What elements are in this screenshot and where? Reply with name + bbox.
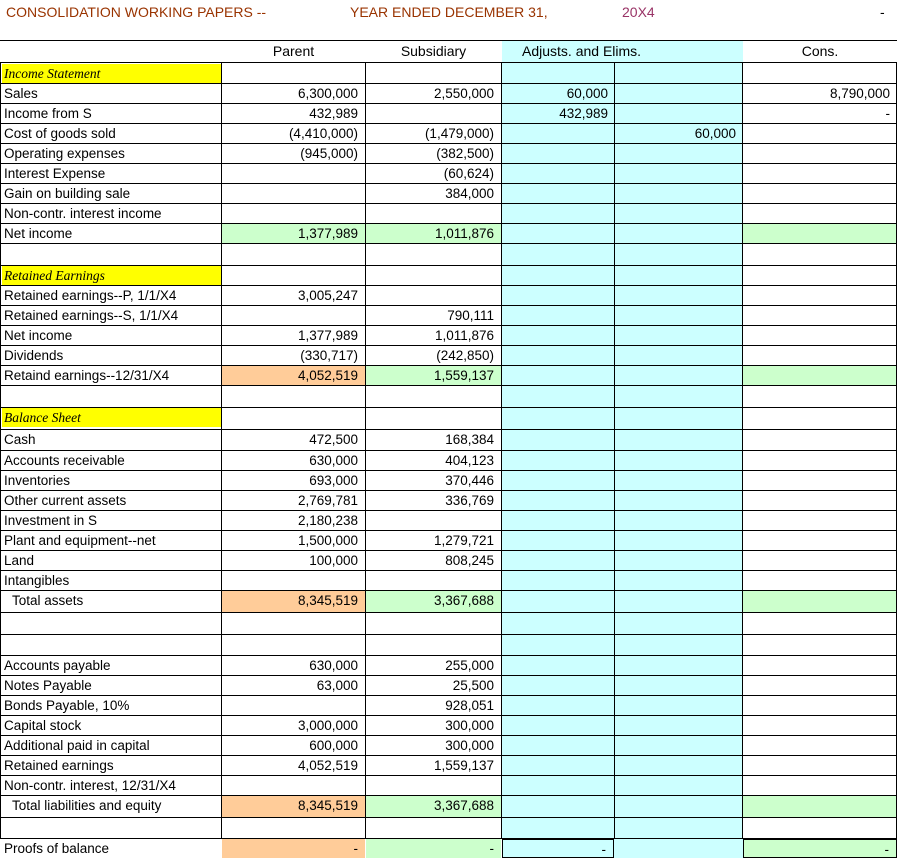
cell-subsidiary[interactable]: 1,011,876	[434, 328, 494, 343]
cell-adjustments-debit[interactable]	[502, 386, 615, 407]
cell-consolidated[interactable]	[743, 818, 897, 838]
row-label[interactable]: Cash	[4, 432, 36, 447]
year-label: YEAR ENDED DECEMBER 31,	[350, 4, 548, 20]
cell-adjustments-credit[interactable]	[615, 531, 743, 550]
cell-consolidated[interactable]	[743, 244, 897, 265]
row-label[interactable]: Plant and equipment--net	[4, 533, 156, 548]
cell-subsidiary[interactable]	[366, 571, 501, 590]
cell-adjustments-credit[interactable]	[615, 64, 743, 83]
row-label[interactable]: Land	[4, 553, 35, 568]
cell-adjustments-debit[interactable]	[502, 204, 615, 223]
row-label[interactable]: Retained earnings--S, 1/1/X4	[4, 308, 179, 323]
cell-parent[interactable]: (330,717)	[300, 348, 358, 363]
cell-consolidated[interactable]	[743, 656, 897, 675]
row-label[interactable]	[4, 244, 221, 263]
row-label[interactable]: Other current assets	[4, 493, 127, 508]
cell-adjustments-debit[interactable]	[502, 511, 615, 530]
cell-adjustments-credit[interactable]	[615, 224, 743, 243]
cell-adjustments-debit[interactable]	[502, 491, 615, 510]
cell-subsidiary[interactable]: 300,000	[445, 738, 494, 753]
cell-consolidated[interactable]	[743, 471, 897, 490]
cell-parent[interactable]: 8,345,519	[222, 796, 365, 817]
cell-adjustments-credit[interactable]	[615, 839, 743, 858]
cell-subsidiary[interactable]	[366, 818, 501, 838]
cell-adjustments-credit[interactable]	[615, 696, 743, 715]
cell-parent[interactable]: 630,000	[309, 658, 358, 673]
cell-adjustments-credit[interactable]	[615, 635, 743, 655]
row-label[interactable]: Net income	[4, 226, 73, 241]
cell-adjustments-credit[interactable]	[615, 408, 743, 429]
cell-parent[interactable]: 6,300,000	[297, 86, 358, 101]
row-label[interactable]: Interest Expense	[4, 166, 106, 181]
row-label[interactable]: Retained earnings	[4, 758, 114, 773]
cell-consolidated[interactable]	[743, 408, 897, 429]
cell-parent[interactable]: 2,769,781	[297, 493, 358, 508]
cell-consolidated[interactable]	[743, 144, 897, 163]
cell-adjustments-credit[interactable]	[615, 164, 743, 183]
cell-adjustments-credit[interactable]	[615, 366, 743, 385]
cell-consolidated[interactable]	[743, 776, 897, 795]
column-header-consolidated: Cons.	[801, 43, 839, 59]
cell-consolidated[interactable]	[743, 451, 897, 470]
cell-parent[interactable]: 4,052,519	[297, 758, 358, 773]
section-title[interactable]: Balance Sheet	[2, 408, 221, 427]
cell-adjustments-debit[interactable]: 60,000	[566, 86, 608, 101]
cell-consolidated[interactable]: -	[743, 839, 897, 858]
column-header-parent: Parent	[272, 43, 315, 59]
cell-adjustments-debit[interactable]	[502, 451, 615, 470]
cell-parent[interactable]: 2,180,238	[297, 513, 358, 528]
cell-subsidiary[interactable]	[366, 386, 501, 407]
row-label[interactable]: Proofs of balance	[4, 841, 110, 856]
cell-consolidated[interactable]	[743, 591, 897, 612]
cell-subsidiary[interactable]: (382,500)	[436, 146, 494, 161]
cell-adjustments-debit[interactable]	[502, 266, 615, 285]
row-label[interactable]: Additional paid in capital	[4, 738, 150, 753]
cell-adjustments-credit[interactable]	[615, 306, 743, 325]
cell-subsidiary[interactable]: 790,111	[447, 308, 494, 323]
cell-adjustments-debit[interactable]	[502, 224, 615, 243]
cell-parent[interactable]	[222, 244, 365, 265]
column-header-adjustments: Adjusts. and Elims.	[522, 43, 642, 59]
cell-subsidiary[interactable]: 928,051	[445, 698, 494, 713]
section-title[interactable]: Retained Earnings	[2, 266, 221, 285]
cell-adjustments-credit[interactable]	[615, 386, 743, 407]
cell-adjustments-credit[interactable]	[615, 756, 743, 775]
cell-parent[interactable]	[222, 408, 365, 429]
cell-adjustments-credit[interactable]	[615, 736, 743, 755]
row-label[interactable]: Cost of goods sold	[4, 126, 116, 141]
cell-consolidated[interactable]: 8,790,000	[829, 86, 890, 101]
cell-adjustments-credit[interactable]	[615, 430, 743, 450]
cell-adjustments-credit[interactable]	[615, 346, 743, 365]
cell-consolidated[interactable]	[743, 613, 897, 634]
row-label[interactable]: Investment in S	[4, 513, 98, 528]
cell-adjustments-debit[interactable]	[502, 551, 615, 570]
section-title[interactable]: Income Statement	[2, 64, 221, 83]
cell-parent[interactable]: (4,410,000)	[288, 126, 358, 141]
cell-subsidiary[interactable]	[366, 244, 501, 265]
cell-adjustments-debit[interactable]	[502, 635, 615, 655]
cell-consolidated[interactable]	[743, 346, 897, 365]
row-label[interactable]	[4, 386, 221, 405]
cell-consolidated[interactable]	[743, 716, 897, 735]
cell-consolidated[interactable]	[743, 224, 897, 243]
cell-parent[interactable]	[222, 571, 365, 590]
cell-adjustments-debit[interactable]	[502, 716, 615, 735]
row-label[interactable]: Retaind earnings--12/31/X4	[4, 368, 170, 383]
header-rule	[0, 40, 897, 41]
cell-adjustments-debit[interactable]	[502, 346, 615, 365]
cell-subsidiary[interactable]: 384,000	[445, 186, 494, 201]
row-label[interactable]	[4, 818, 221, 837]
cell-adjustments-debit[interactable]	[502, 326, 615, 345]
row-label[interactable]: Total assets	[12, 593, 84, 608]
cell-consolidated[interactable]	[743, 511, 897, 530]
cell-adjustments-debit[interactable]	[502, 756, 615, 775]
cell-adjustments-credit[interactable]	[615, 591, 743, 612]
cell-adjustments-debit[interactable]	[502, 286, 615, 305]
cell-consolidated[interactable]	[743, 756, 897, 775]
cell-adjustments-debit[interactable]	[502, 818, 615, 838]
cell-parent[interactable]: -	[222, 839, 365, 858]
row-label[interactable]	[4, 613, 221, 632]
cell-subsidiary[interactable]: -	[366, 839, 501, 858]
cell-subsidiary[interactable]: 25,500	[452, 678, 494, 693]
cell-adjustments-debit[interactable]	[502, 776, 615, 795]
cell-parent[interactable]: 8,345,519	[222, 591, 365, 612]
cell-consolidated[interactable]	[743, 306, 897, 325]
cell-parent[interactable]: 693,000	[309, 473, 358, 488]
cell-adjustments-credit[interactable]	[615, 204, 743, 223]
cell-subsidiary[interactable]	[366, 204, 501, 223]
cell-adjustments-debit[interactable]	[502, 736, 615, 755]
cell-parent[interactable]	[222, 266, 365, 285]
cell-subsidiary[interactable]	[366, 64, 501, 83]
row-label[interactable]: Retained earnings--P, 1/1/X4	[4, 288, 177, 303]
cell-subsidiary[interactable]	[366, 635, 501, 655]
row-label[interactable]: Sales	[4, 86, 38, 101]
row-label[interactable]: Capital stock	[4, 718, 82, 733]
row-label[interactable]: Non-contr. interest income	[4, 206, 162, 221]
cell-consolidated[interactable]	[743, 366, 897, 385]
cell-consolidated[interactable]: -	[885, 106, 890, 121]
cell-adjustments-credit[interactable]	[615, 511, 743, 530]
worksheet-title: CONSOLIDATION WORKING PAPERS --	[6, 4, 267, 20]
cell-consolidated[interactable]	[743, 571, 897, 590]
cell-consolidated[interactable]	[743, 286, 897, 305]
column-rule	[501, 63, 502, 838]
cell-parent[interactable]: 3,000,000	[297, 718, 358, 733]
cell-parent[interactable]	[222, 386, 365, 407]
cell-consolidated[interactable]	[743, 124, 897, 143]
cell-subsidiary[interactable]: 1,011,876	[366, 224, 501, 243]
cell-adjustments-credit[interactable]	[615, 776, 743, 795]
cell-subsidiary[interactable]: 1,559,137	[366, 366, 501, 385]
cell-adjustments-credit[interactable]	[615, 326, 743, 345]
row-label[interactable]: Net income	[4, 328, 73, 343]
cell-parent[interactable]: 4,052,519	[222, 366, 365, 385]
cell-subsidiary[interactable]: 1,279,721	[433, 533, 494, 548]
cell-subsidiary[interactable]	[366, 511, 501, 530]
cell-adjustments-credit[interactable]	[615, 451, 743, 470]
cell-consolidated[interactable]	[743, 204, 897, 223]
cell-parent[interactable]: 1,377,989	[297, 328, 358, 343]
cell-adjustments-debit[interactable]	[502, 408, 615, 429]
column-header-subsidiary: Subsidiary	[400, 43, 467, 59]
cell-adjustments-debit[interactable]	[502, 366, 615, 385]
cell-adjustments-debit[interactable]	[502, 676, 615, 695]
row-label[interactable]: Accounts payable	[4, 658, 111, 673]
cell-subsidiary[interactable]	[366, 408, 501, 429]
cell-parent[interactable]: (945,000)	[300, 146, 358, 161]
cell-adjustments-credit[interactable]: 60,000	[694, 126, 736, 141]
cell-adjustments-credit[interactable]	[615, 656, 743, 675]
cell-adjustments-credit[interactable]	[615, 571, 743, 590]
corner-dash: -	[880, 4, 885, 20]
row-label[interactable]: Operating expenses	[4, 146, 125, 161]
cell-adjustments-debit[interactable]	[502, 471, 615, 490]
cell-subsidiary[interactable]	[366, 776, 501, 795]
row-label[interactable]	[4, 635, 221, 654]
cell-consolidated[interactable]	[743, 430, 897, 450]
cell-consolidated[interactable]	[743, 184, 897, 203]
cell-subsidiary[interactable]: (242,850)	[436, 348, 494, 363]
cell-parent[interactable]: 100,000	[309, 553, 358, 568]
cell-consolidated[interactable]	[743, 326, 897, 345]
cell-parent[interactable]: 63,000	[316, 678, 358, 693]
cell-adjustments-debit[interactable]	[502, 306, 615, 325]
cell-subsidiary[interactable]: 3,367,688	[366, 796, 501, 817]
cell-adjustments-debit[interactable]	[502, 531, 615, 550]
cell-adjustments-debit[interactable]	[502, 124, 615, 143]
cell-adjustments-credit[interactable]	[615, 244, 743, 265]
cell-adjustments-credit[interactable]	[615, 613, 743, 634]
cell-adjustments-credit[interactable]	[615, 716, 743, 735]
row-label[interactable]: Dividends	[4, 348, 64, 363]
cell-adjustments-debit[interactable]: -	[502, 839, 614, 858]
cell-parent[interactable]	[222, 818, 365, 838]
cell-consolidated[interactable]	[743, 676, 897, 695]
row-label[interactable]: Bonds Payable, 10%	[4, 698, 130, 713]
column-rule	[365, 63, 366, 838]
cell-adjustments-credit[interactable]	[615, 491, 743, 510]
cell-adjustments-credit[interactable]	[615, 551, 743, 570]
cell-adjustments-debit[interactable]	[502, 591, 615, 612]
row-label[interactable]: Total liabilities and equity	[12, 798, 162, 813]
cell-adjustments-debit[interactable]	[502, 244, 615, 265]
cell-subsidiary[interactable]	[366, 104, 501, 123]
cell-parent[interactable]: 432,989	[309, 106, 358, 121]
cell-parent[interactable]	[222, 635, 365, 655]
cell-parent[interactable]: 600,000	[309, 738, 358, 753]
cell-parent[interactable]	[222, 696, 365, 715]
cell-consolidated[interactable]	[743, 531, 897, 550]
cell-parent[interactable]: 1,500,000	[297, 533, 358, 548]
cell-adjustments-credit[interactable]	[615, 266, 743, 285]
cell-subsidiary[interactable]: 336,769	[445, 493, 494, 508]
cell-consolidated[interactable]	[743, 635, 897, 655]
cell-parent[interactable]: 3,005,247	[297, 288, 358, 303]
cell-adjustments-credit[interactable]	[615, 676, 743, 695]
cell-adjustments-debit[interactable]	[502, 696, 615, 715]
cell-adjustments-debit[interactable]	[502, 64, 615, 83]
cell-consolidated[interactable]	[743, 551, 897, 570]
row-label[interactable]: Intangibles	[4, 573, 70, 588]
cell-adjustments-debit[interactable]	[502, 796, 615, 817]
cell-adjustments-debit[interactable]: 432,989	[559, 106, 608, 121]
cell-consolidated[interactable]	[743, 491, 897, 510]
cell-subsidiary[interactable]	[366, 286, 501, 305]
cell-consolidated[interactable]	[743, 696, 897, 715]
cell-subsidiary[interactable]: 1,559,137	[433, 758, 494, 773]
cell-subsidiary[interactable]: 3,367,688	[366, 591, 501, 612]
cell-adjustments-credit[interactable]	[615, 471, 743, 490]
cell-adjustments-credit[interactable]	[615, 796, 743, 817]
cell-subsidiary[interactable]: 168,384	[445, 432, 494, 447]
cell-adjustments-credit[interactable]	[615, 818, 743, 838]
cell-adjustments-credit[interactable]	[615, 104, 743, 123]
cell-adjustments-credit[interactable]	[615, 84, 743, 103]
column-rule	[614, 63, 615, 838]
cell-consolidated[interactable]	[743, 386, 897, 407]
cell-subsidiary[interactable]	[366, 266, 501, 285]
cell-parent[interactable]	[222, 306, 365, 325]
cell-adjustments-credit[interactable]	[615, 144, 743, 163]
cell-parent[interactable]	[222, 164, 365, 183]
cell-subsidiary[interactable]: 808,245	[445, 553, 494, 568]
cell-parent[interactable]: 472,500	[309, 432, 358, 447]
cell-subsidiary[interactable]: (60,624)	[443, 166, 494, 181]
cell-parent[interactable]	[222, 204, 365, 223]
column-rule	[742, 63, 743, 838]
header-bottom-rule	[0, 62, 897, 63]
cell-subsidiary[interactable]: (1,479,000)	[424, 126, 494, 141]
cell-subsidiary[interactable]: 2,550,000	[433, 86, 494, 101]
cell-adjustments-debit[interactable]	[502, 571, 615, 590]
cell-parent[interactable]: 630,000	[309, 453, 358, 468]
cell-subsidiary[interactable]: 370,446	[445, 473, 494, 488]
cell-subsidiary[interactable]: 255,000	[445, 658, 494, 673]
cell-subsidiary[interactable]	[366, 613, 501, 634]
cell-consolidated[interactable]	[743, 266, 897, 285]
row-label[interactable]: Gain on building sale	[4, 186, 131, 201]
column-rule	[221, 63, 222, 838]
cell-parent[interactable]	[222, 184, 365, 203]
cell-adjustments-debit[interactable]	[502, 613, 615, 634]
row-label[interactable]: Inventories	[4, 473, 71, 488]
cell-adjustments-debit[interactable]	[502, 430, 615, 450]
row-label[interactable]: Non-contr. interest, 12/31/X4	[4, 778, 176, 793]
cell-parent[interactable]	[222, 776, 365, 795]
cell-consolidated[interactable]	[743, 164, 897, 183]
cell-subsidiary[interactable]: 404,123	[445, 453, 494, 468]
row-label[interactable]: Accounts receivable	[4, 453, 125, 468]
cell-adjustments-credit[interactable]	[615, 184, 743, 203]
cell-adjustments-credit[interactable]	[615, 286, 743, 305]
cell-adjustments-debit[interactable]	[502, 656, 615, 675]
cell-parent[interactable]	[222, 64, 365, 83]
left-rule	[0, 63, 1, 838]
period-label: 20X4	[622, 4, 655, 20]
cell-adjustments-debit[interactable]	[502, 144, 615, 163]
cell-adjustments-debit[interactable]	[502, 164, 615, 183]
cell-adjustments-debit[interactable]	[502, 184, 615, 203]
cell-parent[interactable]: 1,377,989	[222, 224, 365, 243]
row-label[interactable]: Notes Payable	[4, 678, 92, 693]
row-label[interactable]: Income from S	[4, 106, 92, 121]
cell-consolidated[interactable]	[743, 64, 897, 83]
cell-subsidiary[interactable]: 300,000	[445, 718, 494, 733]
cell-consolidated[interactable]	[743, 796, 897, 817]
cell-consolidated[interactable]	[743, 736, 897, 755]
cell-parent[interactable]	[222, 613, 365, 634]
